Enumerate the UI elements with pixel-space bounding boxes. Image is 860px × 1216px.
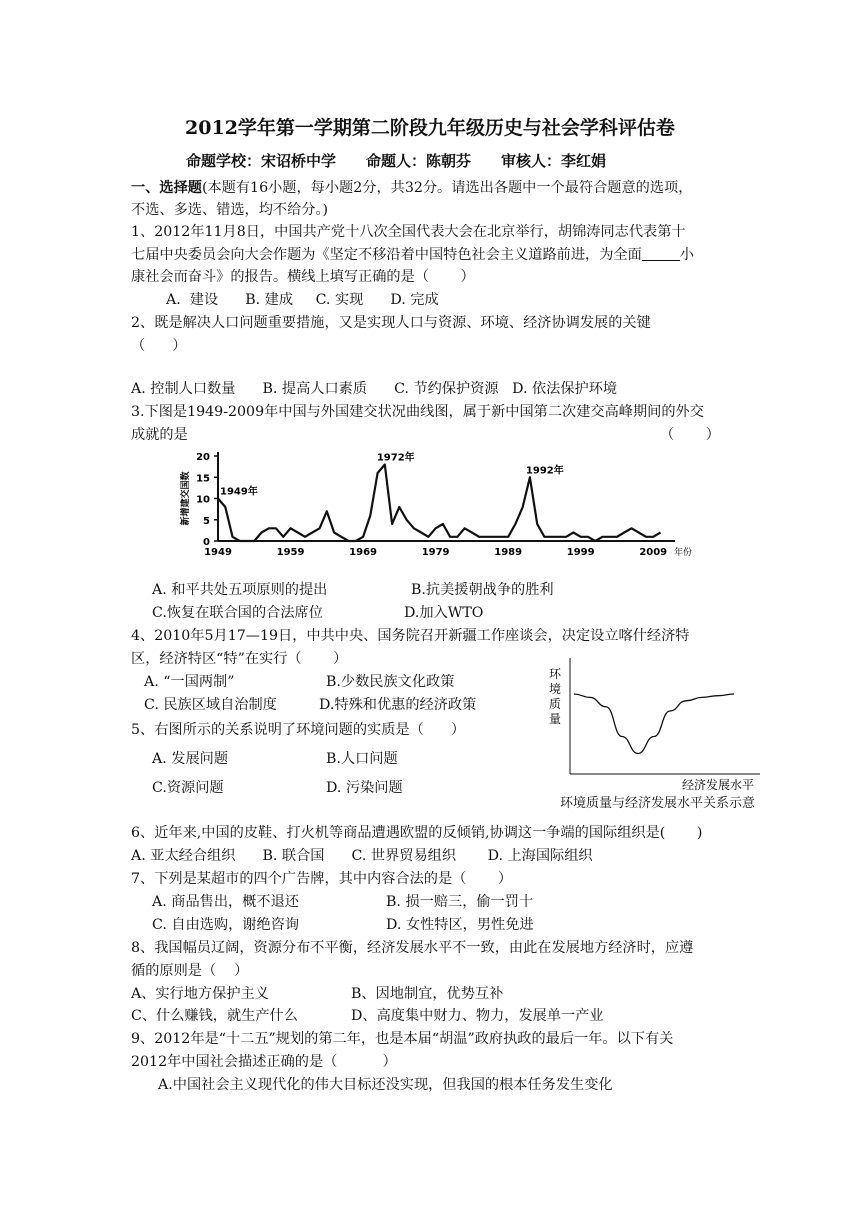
school-label: 命题学校：宋诏桥中学: [186, 152, 337, 170]
q8-option-b: B、因地制宜，优势互补: [351, 986, 504, 1002]
section-intro-text: (本题有16小题，每小题2分，共32分。请选出各题中一个最符合题意的选项，: [201, 180, 693, 196]
q4-option-d: D.特殊和优惠的经济政策: [319, 697, 477, 713]
y-axis-label-char: 质: [548, 697, 562, 711]
q9-line1: 9、2012年是“十二五”规划的第二年，也是本届“胡温”政府执政的最后一年。以下有关: [131, 1031, 674, 1047]
q4-option-a: A. “一国两制”: [144, 674, 235, 690]
series-line: [218, 465, 661, 542]
q9-option-a: A.中国社会主义现代化的伟大目标还没实现，但我国的根本任务发生变化: [158, 1077, 613, 1093]
y-tick-label: 5: [203, 515, 210, 527]
q5-option-a: A. 发展问题: [152, 751, 229, 767]
annotation-label: 1992年: [525, 465, 564, 477]
q8-option-d: D、高度集中财力、物力，发展单一产业: [351, 1008, 604, 1024]
q5-option-d: D. 污染问题: [326, 780, 403, 796]
y-tick-label: 0: [203, 537, 210, 548]
x-axis-label: 年份: [673, 548, 693, 558]
x-tick-label: 1989: [494, 547, 523, 558]
q2-options: A. 控制人口数量 B. 提高人口素质 C. 节约保护资源 D. 依法保护环境: [131, 381, 618, 397]
x-axis-label: 经济发展水平: [681, 778, 754, 792]
q5-line1: 5、右图所示的关系说明了环境问题的实质是（ ）: [131, 722, 466, 738]
q3-option-d: D.加入WTO: [404, 605, 484, 621]
q3-paren: （ ）: [660, 427, 720, 443]
q1-line2-text: 七届中央委员会向大会作题为《坚定不移沿着中国特色社会主义道路前进，为全面: [131, 247, 642, 263]
q5-option-b: B.人口问题: [326, 751, 398, 767]
q1-line2-end: 小: [679, 247, 694, 263]
q4-line1: 4、2010年5月17—19日，中共中央、国务院召开新疆工作座谈会，决定设立喀什经济特: [131, 628, 690, 644]
x-tick-label: 2009: [639, 547, 668, 558]
q6-options: A. 亚太经合组织 B. 联合国 C. 世界贸易组织 D. 上海国际组织: [131, 848, 593, 864]
y-axis-label: 新增建交国数: [181, 471, 191, 526]
q7-option-d: D. 女性特区，男性免进: [386, 917, 534, 933]
q7-option-b: B. 损一赔三，偷一罚十: [386, 894, 534, 910]
section-intro-2: 不选、多选、错选，均不给分。): [131, 202, 329, 218]
q8-option-c: C、什么赚钱，就生产什么: [131, 1008, 298, 1024]
q1-line1: 1、2012年11月8日，中国共产党十八次全国代表大会在北京举行，胡锦涛同志代表第十: [131, 224, 686, 240]
q9-line2: 2012年中国社会描述正确的是（ ）: [131, 1054, 397, 1070]
exam-credits: [186, 150, 636, 171]
y-tick-label: 20: [196, 452, 210, 463]
section-heading: 一、选择题: [131, 180, 202, 196]
relationship-curve: [574, 694, 734, 754]
author-label: 命题人：陈朝芬: [366, 152, 472, 170]
q8-line2: 循的原则是（ ）: [131, 963, 249, 979]
annotation-label: 1949年: [220, 486, 258, 498]
diplomatic-relations-chart: [170, 442, 700, 562]
x-tick-label: 1949: [204, 547, 232, 558]
q2-line1: 2、既是解决人口问题重要措施，又是实现人口与资源、环境、经济协调发展的关键: [131, 315, 651, 331]
q4-option-c: C. 民族区域自治制度: [144, 697, 277, 713]
section-intro: [131, 178, 692, 198]
q1-options: A. 建设 B. 建成 C. 实现 D. 完成: [166, 292, 439, 308]
annotation-label: 1972年: [376, 452, 415, 464]
q3-option-a: A. 和平共处五项原则的提出: [152, 582, 328, 598]
exam-title: 2012学年第一学期第二阶段九年级历史与社会学科评估卷: [185, 117, 675, 139]
environment-economy-chart: [540, 654, 770, 814]
x-tick-label: 1969: [349, 547, 378, 558]
q4-line2: 区，经济特区“特”在实行（ ）: [131, 651, 348, 667]
q1-line3: 康社会而奋斗》的报告。横线上填写正确的是（ ）: [131, 269, 475, 285]
y-tick-label: 15: [196, 473, 210, 485]
q6-line1: 6、近年来,中国的皮鞋、打火机等商品遭遇欧盟的反倾销,协调这一争端的国际组织是( ): [131, 825, 703, 841]
chart2-caption: 环境质量与经济发展水平关系示意: [560, 796, 756, 811]
y-axis-label-char: 环: [548, 667, 562, 681]
y-axis-label-char: 量: [548, 712, 562, 726]
y-axis-label-char: 境: [548, 682, 562, 696]
q8-line1: 8、我国幅员辽阔，资源分布不平衡，经济发展水平不一致，由此在发展地方经济时，应遵: [131, 940, 694, 956]
q2-line2: （ ）: [131, 338, 187, 354]
reviewer-label: 审核人：李红娟: [501, 152, 607, 170]
q7-option-a: A. 商品售出，概不退还: [152, 894, 299, 910]
x-tick-label: 1959: [276, 547, 305, 558]
q8-option-a: A、实行地方保护主义: [131, 986, 269, 1002]
fill-blank: [642, 246, 680, 261]
q1-line2: [131, 245, 694, 265]
q7-line1: 7、下列是某超市的四个广告牌，其中内容合法的是（ ）: [131, 871, 513, 887]
q7-option-c: C. 自由选购，谢绝咨询: [152, 917, 300, 933]
q3-option-c: C.恢复在联合国的合法席位: [152, 605, 323, 621]
q3-line1: 3.下图是1949-2009年中国与外国建交状况曲线图，属于新中国第二次建交高峰期间的外交: [131, 404, 704, 420]
y-tick-label: 10: [196, 494, 210, 506]
q3-option-b: B.抗美援朝战争的胜利: [411, 582, 554, 598]
q4-option-b: B.少数民族文化政策: [326, 674, 455, 690]
x-tick-label: 1999: [566, 547, 595, 558]
x-tick-label: 1979: [421, 547, 450, 558]
q3-line2: 成就的是: [131, 427, 188, 443]
q5-option-c: C.资源问题: [152, 780, 224, 796]
